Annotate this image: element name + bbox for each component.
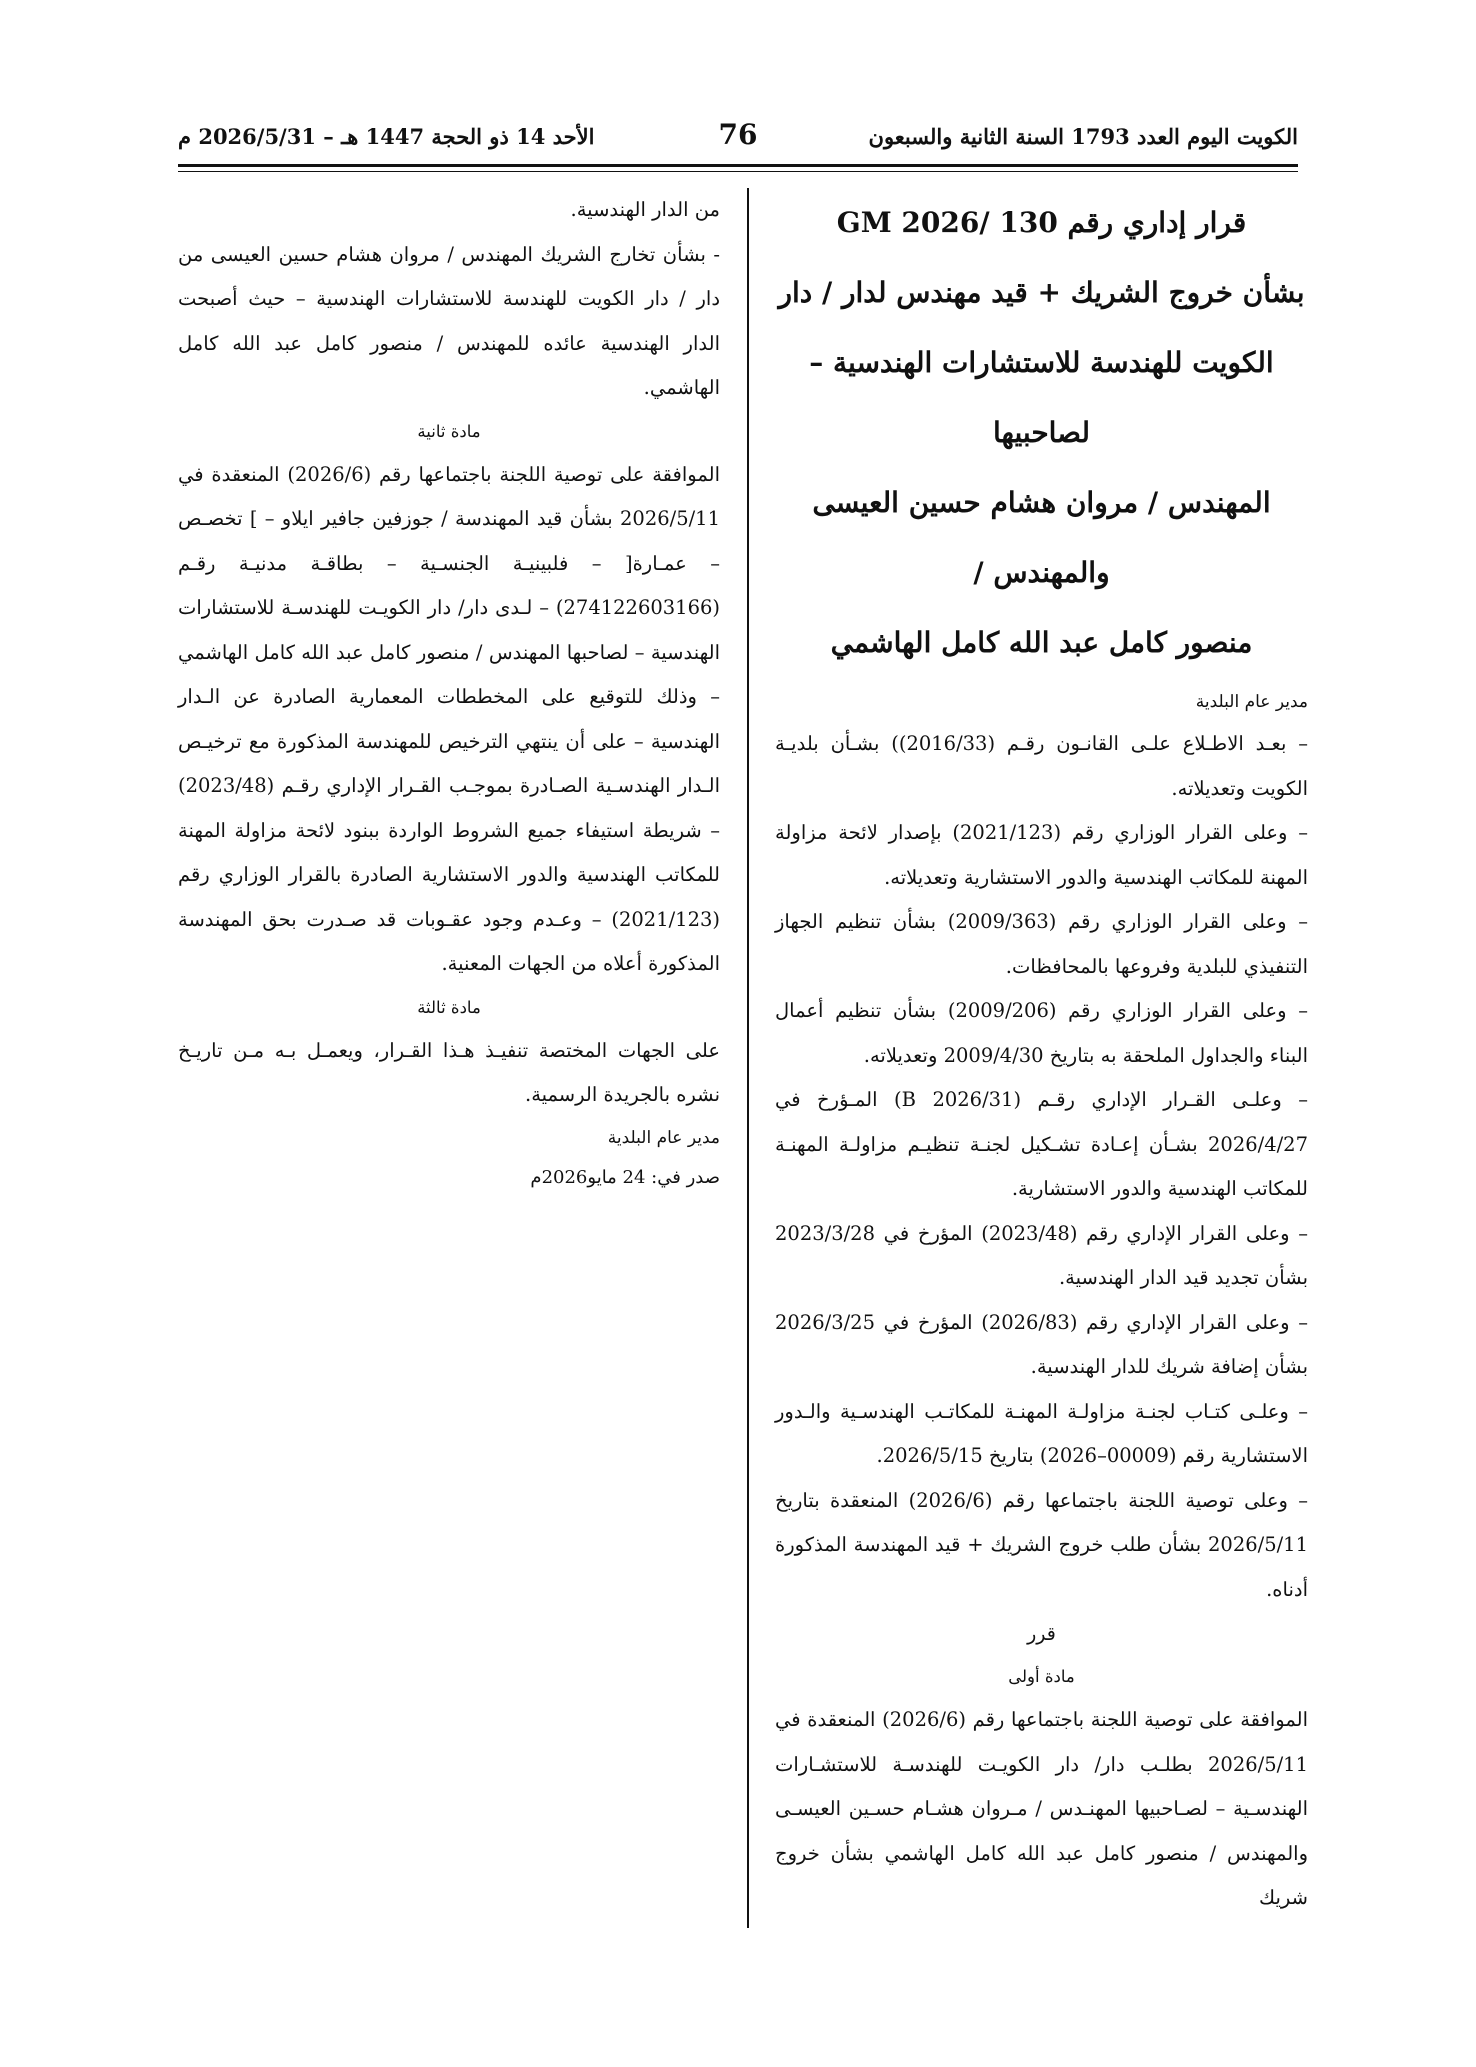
article-3-label: مادة ثالثة <box>417 997 481 1017</box>
article-1-item: - بشأن تخارج الشريك المهندس / مروان هشام حسين العيسى من دار / دار الكويت للهندسة للاستشارات الهندسية – حيث أصبحت الدار الهندسية عائده للمهندس / منصور كامل عبد الله كامل الهاشمي. <box>178 242 720 399</box>
issued-date: صدر في: 24 مايو2026م <box>530 1166 720 1188</box>
preamble-item: – وعلى القرار الإداري رقم (2023/48) المؤرخ في 2023/3/28 بشأن تجديد قيد الدار الهندسية. <box>775 1221 1308 1289</box>
preamble-item: – وعلى القرار الوزاري رقم (2009/206) بشأن تنظيم أعمال البناء والجداول الملحقة به بتاريخ 2009/4/30 وتعديلاته. <box>775 999 1308 1067</box>
column-divider <box>747 188 749 1928</box>
preamble-item: – وعلى توصية اللجنة باجتماعها رقم (2026/6) المنعقدة بتاريخ 2026/5/11 بشأن طلب خروج الشريك + قيد المهندسة المذكورة أدناه. <box>775 1488 1308 1601</box>
article-1-label: مادة أولى <box>1008 1667 1075 1686</box>
article-2-label: مادة ثانية <box>417 421 481 441</box>
decree-title-line: بشأن خروج الشريك + قيد مهندس لدار / دار <box>778 276 1305 309</box>
decree-title-line: المهندس / مروان هشام حسين العيسى والمهندس / <box>812 486 1271 589</box>
article-2-text: الموافقة على توصية اللجنة باجتماعها رقم (2026/6) المنعقدة في 2026/5/11 بشأن قيد المهندسة / جوزفين جافير ايلاو – ] تخصـص – عمـارة[ – فلبينيـة الجنسـية – بطاقـة مدنيـة رقـم (274122603166) – لـدى دار/ دار الكويـت للهندسـة للاستشارات الهندسية – لصاحبها المهندس / منصور كامل عبد الله كامل الهاشمي – وذلك للتوقيع على المخططات المعمارية الصادرة عن الـدار الهندسية – على أن ينتهي الترخيص للمهندسة المذكورة مع ترخيـص الـدار الهندسـية الصـادرة بموجـب القـرار الإداري رقـم (2023/48) – شريطة استيفاء جميع الشروط الواردة ببنود لائحة مزاولة المهنة للمكاتب الهندسية والدور الاستشارية الصادرة بالقرار الوزاري رقم (2021/123) – وعـدم وجود عقـوبات قد صـدرت بحق المهندسة المذكورة أعلاه من الجهات المعنية. <box>178 462 720 975</box>
preamble-item: – وعلى القرار الوزاري رقم (2021/123) بإصدار لائحة مزاولة المهنة للمكاتب الهندسية والدور الاستشارية وتعديلاته. <box>775 821 1308 889</box>
decree-title <box>775 188 1308 678</box>
page-number: 76 <box>718 118 758 151</box>
preamble-item: – وعلـى القـرار الإداري رقـم (2026/31 B) المـؤرخ في 2026/4/27 بشـأن إعـادة تشـكيل لجنـة تنظيـم مزاولـة المهنـة للمكاتب الهندسية والدور الاستشارية. <box>775 1088 1309 1200</box>
article-1-continuation: من الدار الهندسية. <box>570 198 720 221</box>
preamble-item: – وعلى القرار الإداري رقم (2026/83) المؤرخ في 2026/3/25 بشأن إضافة شريك للدار الهندسية. <box>775 1310 1308 1378</box>
preamble-item: – وعلـى كتـاب لجنـة مزاولـة المهنـة للمكاتـب الهندسـية والـدور الاستشارية رقم (00009–2026) بتاريخ 2026/5/15. <box>775 1399 1308 1467</box>
page-header <box>178 118 1298 162</box>
decided-label: قرر <box>1027 1623 1056 1645</box>
issue-date: الأحد 14 ذو الحجة 1447 هـ – 2026/5/31 م <box>178 124 595 149</box>
article-3-text: على الجهات المختصة تنفيـذ هـذا القـرار، ويعمـل بـه مـن تاريـخ نشره بالجريدة الرسمية. <box>178 1038 720 1106</box>
article-1-text: الموافقة على توصية اللجنة باجتماعها رقم (2026/6) المنعقدة في 2026/5/11 بطلـب دار/ دار الكويـت للهندسـة للاستشـارات الهندسـية – لصـاحبيها المهنـدس / مـروان هشـام حسـين العيسـى والمهندس / منصور كامل عبد الله كامل الهاشمي بشأن خروج شريك <box>775 1708 1308 1909</box>
preamble-item: – وعلى القرار الوزاري رقم (2009/363) بشأن تنظيم الجهاز التنفيذي للبلدية وفروعها بالمحافظات. <box>775 910 1308 978</box>
header-rule-thick <box>178 164 1298 167</box>
issue-info: الكويت اليوم العدد 1793 السنة الثانية والسبعون <box>868 124 1298 149</box>
left-column <box>178 188 720 1198</box>
decree-title-line: الكويت للهندسة للاستشارات الهندسية – لصاحبيها <box>809 346 1274 449</box>
right-column <box>775 188 1308 1921</box>
decree-title-line: قرار إداري رقم 130 /GM 2026 <box>836 206 1247 239</box>
preamble-item: – بعـد الاطـلاع علـى القانـون رقـم (2016/33)) بشـأن بلديـة الكويت وتعديلاته. <box>775 732 1308 800</box>
signature: مدير عام البلدية <box>607 1127 720 1148</box>
header-rule-thin <box>178 171 1298 172</box>
issuer-label: مدير عام البلدية <box>1195 692 1308 712</box>
decree-title-line: منصور كامل عبد الله كامل الهاشمي <box>830 626 1253 659</box>
